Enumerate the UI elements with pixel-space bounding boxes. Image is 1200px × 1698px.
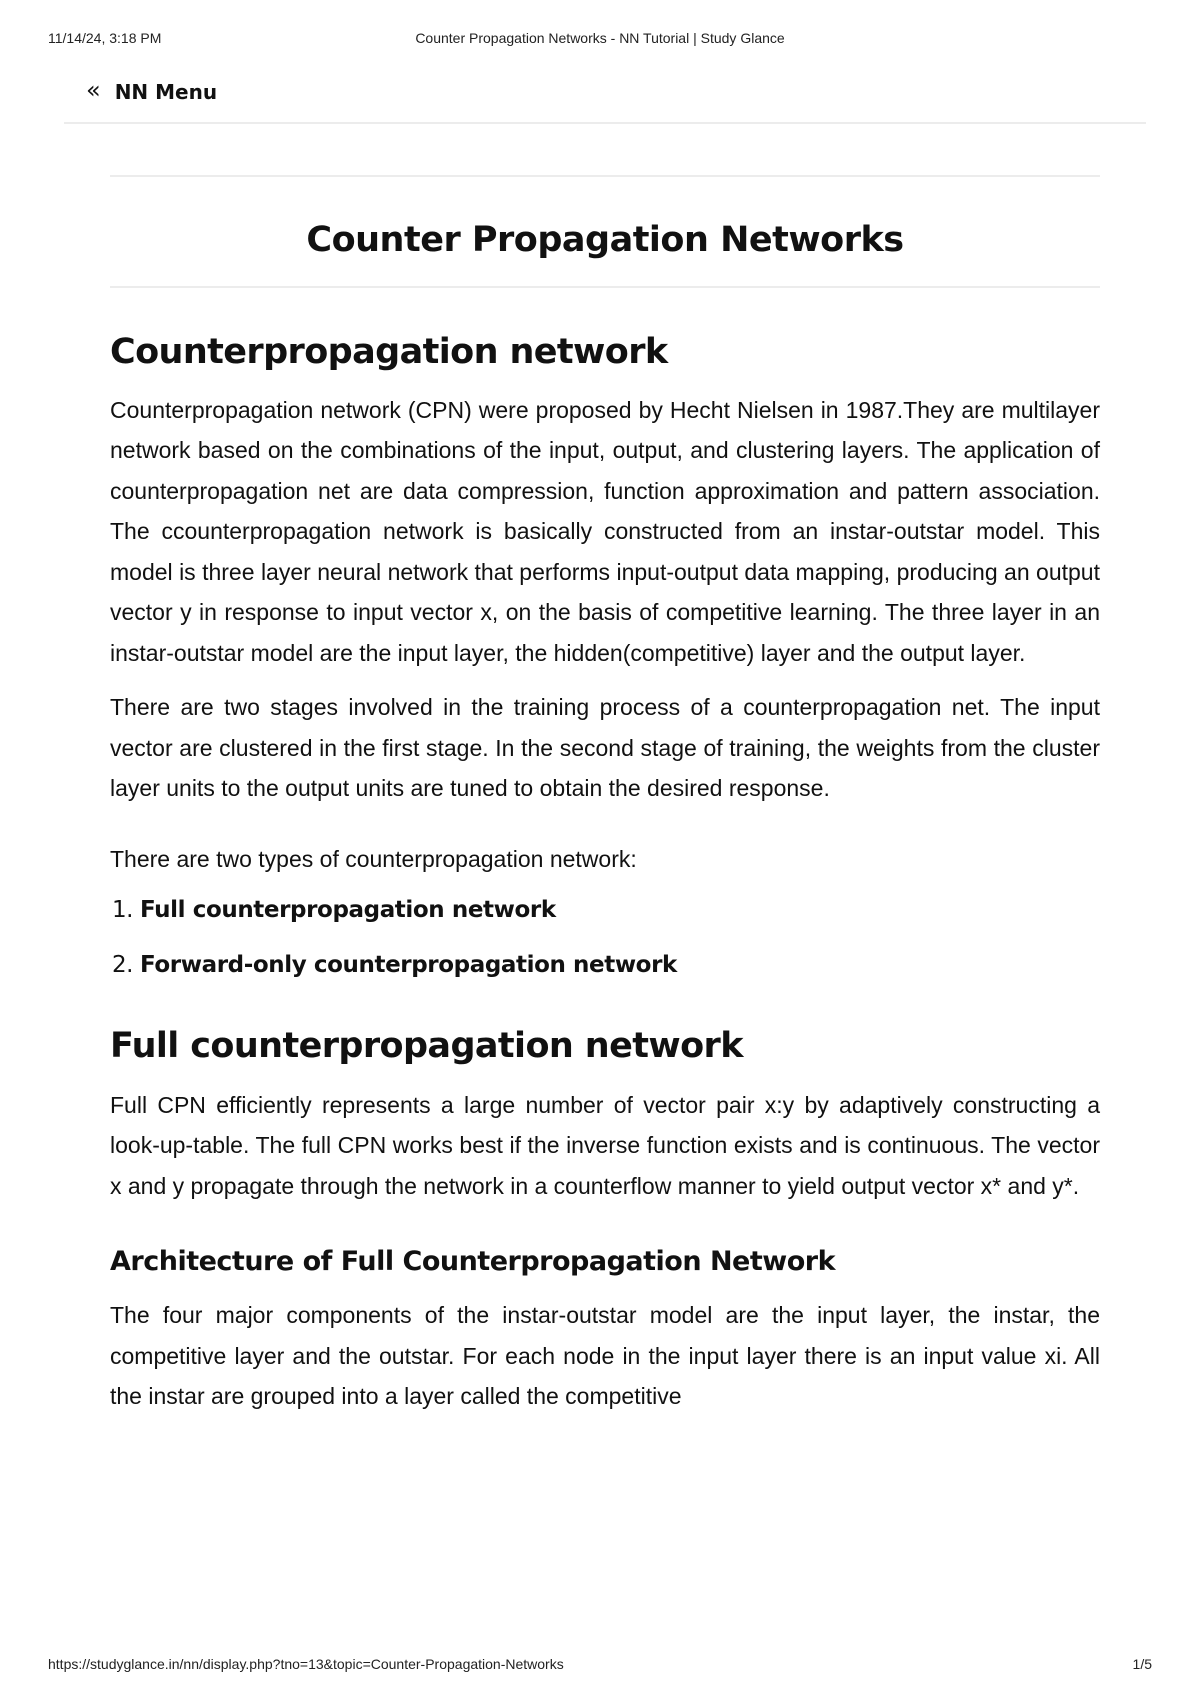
print-page-number: 1/5 — [1132, 1656, 1152, 1672]
double-chevron-left-icon: « — [86, 76, 101, 104]
paragraph-full-cpn: Full CPN efficiently represents a large number of vector pair x:y by adaptively constructing a look-up-table. The full CPN works best if the inverse function exists and is continuous. The vector x and y propagate through the network in a counterflow manner to yield output vector x* and y*. — [110, 1091, 1100, 1199]
print-datetime: 11/14/24, 3:18 PM — [48, 30, 162, 46]
nn-menu-label: NN Menu — [114, 80, 218, 104]
nn-menu-button[interactable] — [86, 76, 218, 104]
print-header — [48, 30, 1152, 50]
subheading-architecture: Architecture of Full Counterpropagation Network — [110, 1246, 836, 1277]
cpn-types-list — [110, 893, 1100, 982]
paragraph-cpn-intro: Counterpropagation network (CPN) were proposed by Hecht Nielsen in 1987.They are multilayer network based on the combinations of the input, output, and clustering layers. The application of counterpropagation net are data compression, function approximation and pattern association. The ccounterpropagation network is basically constructed from an instar-outstar model. This model is three layer neural network that performs input-output data mapping, producing an output vector y in response to input vector x, on the basis of competitive learning. The three layer in an instar-outstar model are the input layer, the hidden(competitive) layer and the output layer. — [110, 396, 1100, 666]
article-content — [110, 175, 1100, 1431]
paragraph-architecture: The four major components of the instar-outstar model are the input layer, the instar, the competitive layer and the outstar. For each node in the input layer there is an input value xi. All the instar are grouped into a layer called the competitive — [110, 1302, 1100, 1410]
section-heading-counterpropagation: Counterpropagation network — [110, 331, 668, 372]
section-heading-full-cpn: Full counterpropagation network — [110, 1026, 743, 1067]
list-item: 1. Full counterpropagation network — [140, 893, 1100, 927]
paragraph-training-stages: There are two stages involved in the training process of a counterpropagation net. The input vector are clustered in the first stage. In the second stage of training, the weights from the cluster layer units to the output units are tuned to obtain the desired response. — [110, 694, 1100, 802]
print-page-title: Counter Propagation Networks - NN Tutorial | Study Glance — [415, 30, 785, 46]
title-divider-top — [110, 175, 1100, 177]
list-item: 2. Forward-only counterpropagation network — [140, 948, 1100, 982]
print-url: https://studyglance.in/nn/display.php?tno=13&topic=Counter-Propagation-Networks — [48, 1656, 564, 1672]
title-divider-bottom — [110, 286, 1100, 288]
page-title: Counter Propagation Networks — [306, 220, 904, 260]
paragraph-types-intro: There are two types of counterpropagation network: — [110, 845, 637, 872]
print-footer — [48, 1656, 1152, 1676]
menu-bar — [64, 76, 1146, 124]
